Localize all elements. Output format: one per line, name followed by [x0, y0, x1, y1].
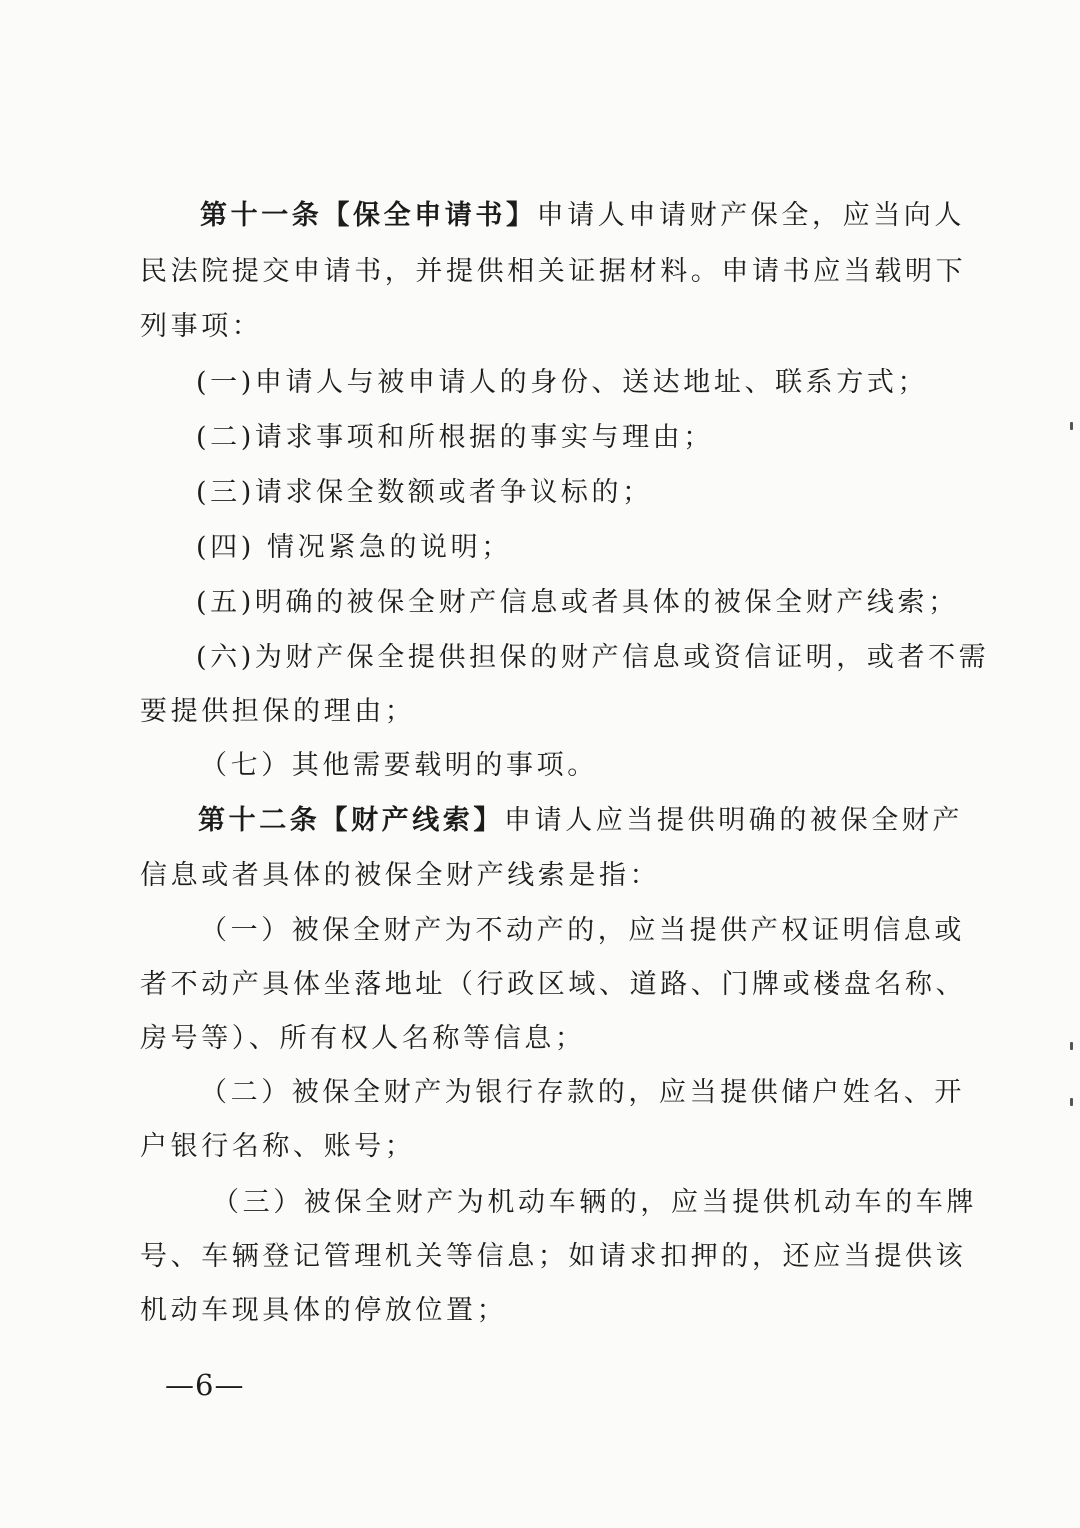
- article-11-item-3: (三)请求保全数额或者争议标的；: [196, 477, 653, 508]
- article-11-item-5: (五)明确的被保全财产信息或者具体的被保全财产线索；: [196, 587, 959, 618]
- article-12-item-1-line-1: （一）被保全财产为不动产的，应当提供产权证明信息或: [200, 915, 965, 946]
- article-12-item-2-line-1: （二）被保全财产为银行存款的，应当提供储户姓名、开: [200, 1077, 965, 1108]
- article-11-text: 申请人申请财产保全，应当向人: [536, 200, 966, 231]
- article-11-first-line: [200, 196, 965, 236]
- scan-mark: [1070, 1042, 1073, 1050]
- article-11-line-3: 列事项：: [140, 311, 263, 342]
- article-11-item-7: （七）其他需要载明的事项。: [200, 750, 598, 781]
- article-11-line-2: 民法院提交申请书，并提供相关证据材料。申请书应当载明下: [140, 256, 967, 287]
- page-number: —6—: [165, 1368, 245, 1402]
- article-11-heading: 第十一条【保全申请书】: [200, 200, 537, 231]
- article-11-item-1: (一)申请人与被申请人的身份、送达地址、联系方式；: [196, 367, 929, 398]
- article-12-line-2: 信息或者具体的被保全财产线索是指：: [140, 860, 661, 891]
- article-12-item-1-line-2: 者不动产具体坐落地址（行政区域、道路、门牌或楼盘名称、: [140, 969, 967, 1000]
- article-12-item-1-line-3: 房号等）、所有权人名称等信息；: [140, 1023, 586, 1054]
- scan-mark: [1070, 1098, 1073, 1106]
- article-11-item-6-cont: 要提供担保的理由；: [140, 696, 416, 727]
- article-12-text: 申请人应当提供明确的被保全财产: [504, 805, 963, 836]
- article-11-item-6: (六)为财产保全提供担保的财产信息或资信证明，或者不需: [196, 642, 990, 673]
- article-12-item-3-line-1: （三）被保全财产为机动车辆的，应当提供机动车的车牌: [212, 1187, 977, 1218]
- article-12-first-line: [198, 801, 963, 841]
- article-12-heading: 第十二条【财产线索】: [198, 805, 504, 836]
- article-12-item-2-line-2: 户银行名称、账号；: [140, 1131, 416, 1162]
- article-12-item-3-line-3: 机动车现具体的停放位置；: [140, 1295, 508, 1326]
- article-11-item-4: (四) 情况紧急的说明；: [196, 532, 512, 563]
- article-12-item-3-line-2: 号、车辆登记管理机关等信息；如请求扣押的，还应当提供该: [140, 1241, 967, 1272]
- scan-mark: [1070, 422, 1073, 430]
- article-11-item-2: (二)请求事项和所根据的事实与理由；: [196, 422, 714, 453]
